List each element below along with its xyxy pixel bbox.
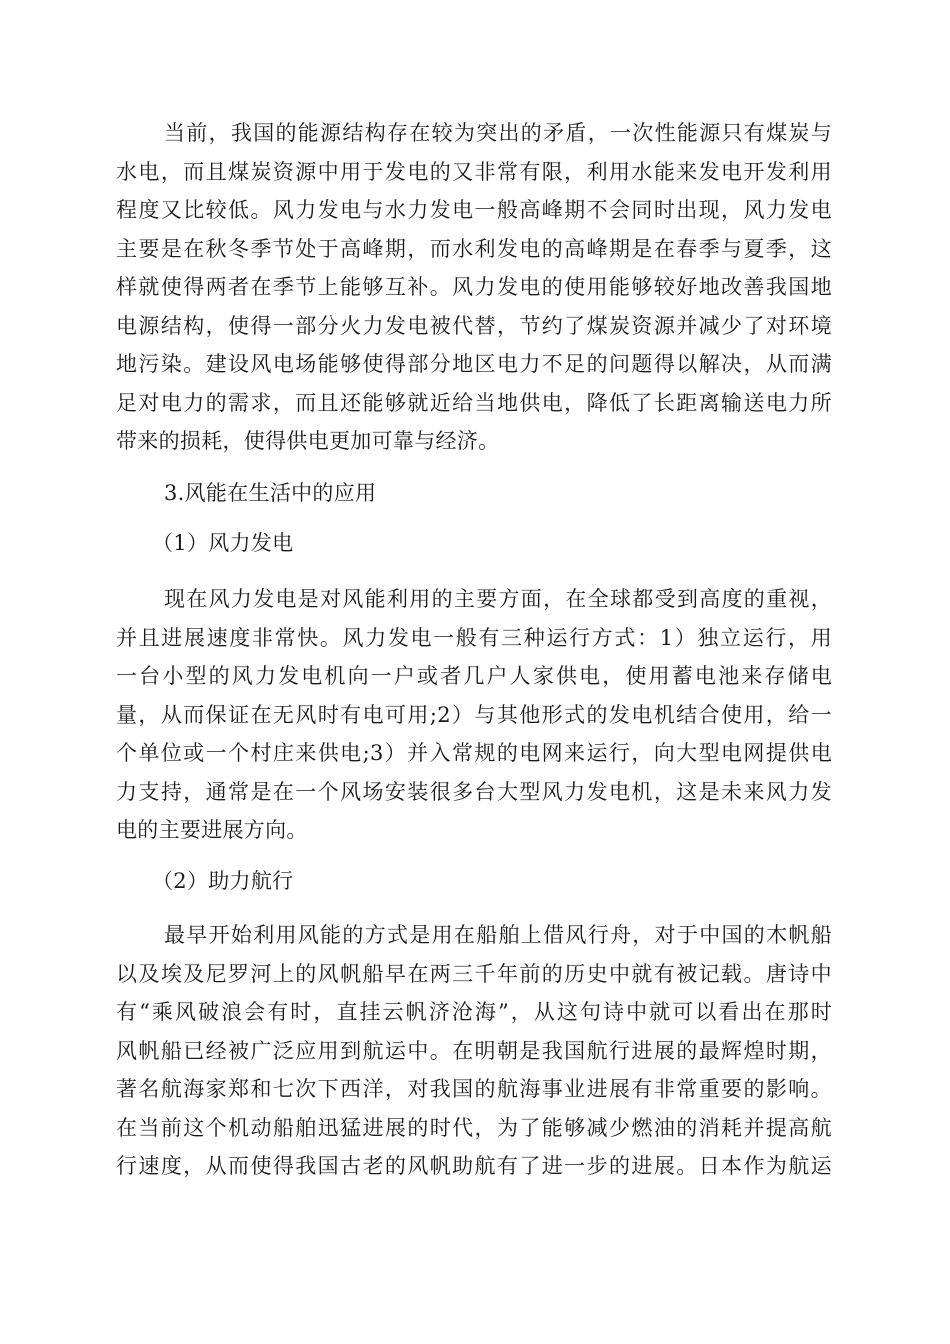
paragraph-line: 最早开始利用风能的方式是用在船舶上借风行舟，对于中国的木帆船 (164, 923, 832, 947)
section-heading: 3.风能在生活中的应用 (164, 481, 377, 505)
paragraph-line: 电源结构，使得一部分火力发电被代替，节约了煤炭资源并减少了对环境 (116, 313, 832, 338)
subsection-heading-navigation: （2）助力航行 (152, 869, 294, 893)
subsection-heading-wind-power: （1）风力发电 (152, 531, 294, 555)
paragraph-line: 水电，而且煤炭资源中用于发电的又非常有限，利用水能来发电开发利用 (116, 159, 832, 184)
paragraph-line: 现在风力发电是对风能利用的主要方面，在全球都受到高度的重视， (164, 587, 832, 611)
paragraph-line: 并且进展速度非常快。风力发电一般有三种运行方式：1）独立运行，用 (116, 625, 832, 650)
paragraph-line: 在当前这个机动船舶迅猛进展的时代，为了能够减少燃油的消耗并提高航 (116, 1115, 832, 1140)
paragraph-line: 量，从而保证在无风时有电可用;2）与其他形式的发电机结合使用，给一 (116, 702, 832, 727)
paragraph-line: 风帆船已经被广泛应用到航运中。在明朝是我国航行进展的最辉煌时期， (116, 1038, 832, 1063)
paragraph-energy-structure (116, 114, 832, 461)
paragraph-line: 样就使得两者在季节上能够互补。风力发电的使用能够较好地改善我国地 (116, 275, 832, 299)
paragraph-line: 有“乘风破浪会有时，直挂云帆济沧海”，从这句诗中就可以看出在那时 (116, 1000, 832, 1024)
paragraph-navigation (116, 916, 832, 1186)
paragraph-line: 个单位或一个村庄来供电;3）并入常规的电网来运行，向大型电网提供电 (116, 741, 832, 765)
paragraph-line: 带来的损耗，使得供电更加可靠与经济。 (116, 429, 500, 453)
paragraph-line: 足对电力的需求，而且还能够就近给当地供电，降低了长距离输送电力所 (116, 390, 832, 415)
paragraph-line: 程度又比较低。风力发电与水力发电一般高峰期不会同时出现，风力发电 (116, 198, 832, 222)
paragraph-line: 电的主要进展方向。 (116, 818, 308, 842)
paragraph-line: 主要是在秋冬季节处于高峰期，而水利发电的高峰期是在春季与夏季，这 (116, 236, 832, 261)
paragraph-line: 力支持，通常是在一个风场安装很多台大型风力发电机，这是未来风力发 (116, 779, 832, 804)
paragraph-line: 行速度，从而使得我国古老的风帆助航有了进一步的进展。日本作为航运 (116, 1154, 832, 1178)
paragraph-line: 著名航海家郑和七次下西洋，对我国的航海事业进展有非常重要的影响。 (116, 1077, 832, 1101)
paragraph-line: 当前，我国的能源结构存在较为突出的矛盾，一次性能源只有煤炭与 (164, 121, 832, 145)
paragraph-line: 一台小型的风力发电机向一户或者几户人家供电，使用蓄电池来存储电 (116, 664, 832, 688)
paragraph-line: 以及埃及尼罗河上的风帆船早在两三千年前的历史中就有被记载。唐诗中 (116, 961, 832, 986)
paragraph-line: 地污染。建设风电场能够使得部分地区电力不足的问题得以解决，从而满 (116, 352, 832, 376)
paragraph-wind-power (116, 580, 832, 850)
